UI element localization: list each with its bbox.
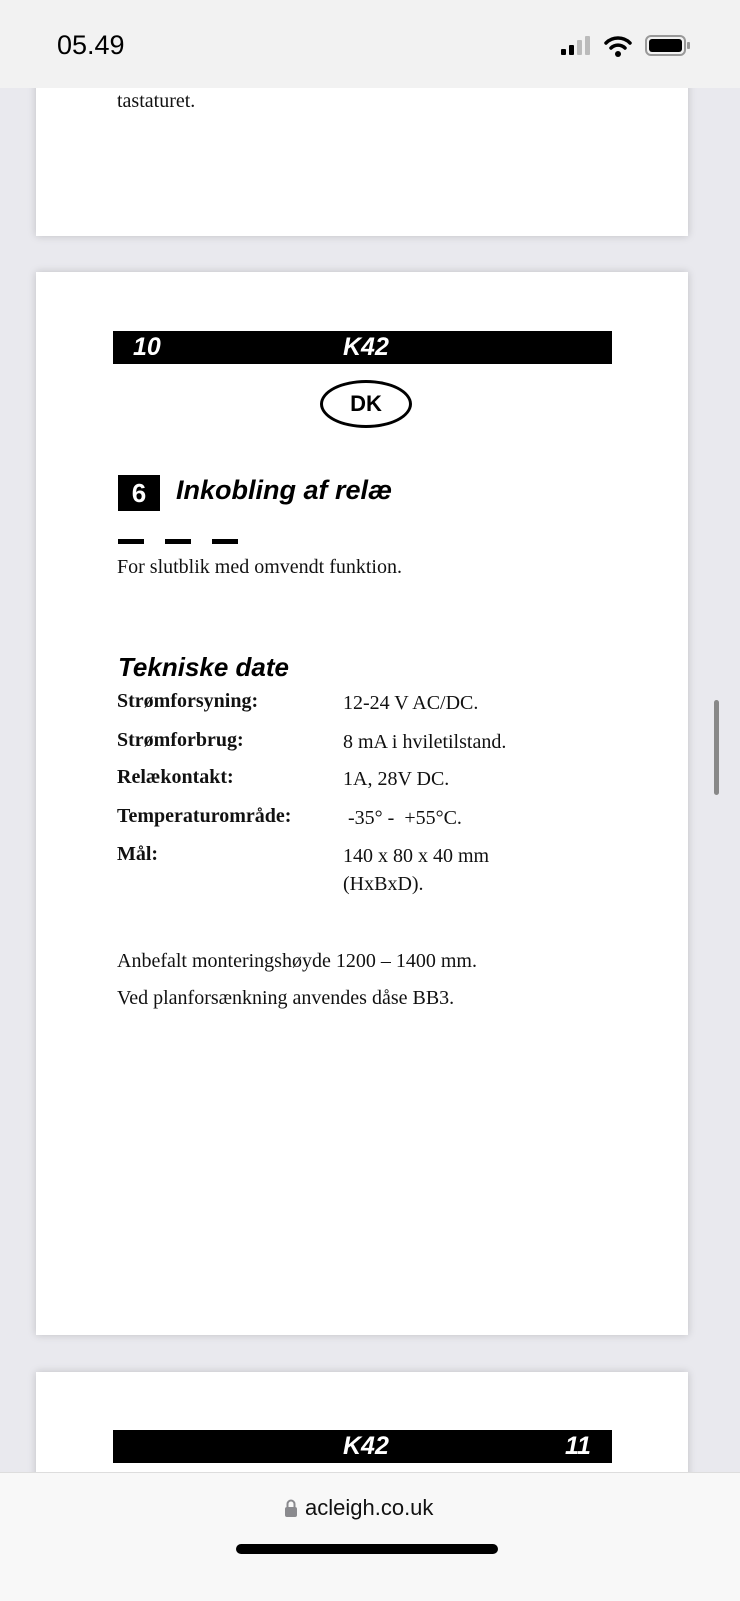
section-number: 6: [118, 475, 160, 511]
page-text: tastaturet.: [117, 90, 196, 112]
note: Anbefalt monteringshøyde 1200 – 1400 mm.: [117, 950, 477, 972]
spec-value: 8 mA i hviletilstand.: [343, 731, 507, 753]
page-header-bar: [113, 331, 612, 364]
note: Ved planforsænkning anvendes dåse BB3.: [117, 987, 455, 1009]
clock: 05.49: [57, 30, 125, 60]
spec-label: Temperaturområde:: [117, 805, 292, 827]
battery-icon: [645, 34, 691, 58]
spec-value: 1A, 28V DC.: [343, 768, 450, 790]
page-number: 11: [565, 1432, 591, 1460]
model-name: K42: [343, 333, 389, 361]
section-title: Inkobling af relæ: [176, 475, 393, 505]
url-text: acleigh.co.uk: [305, 1495, 434, 1520]
spec-label: Mål:: [117, 843, 159, 865]
lock-icon: [285, 1499, 297, 1517]
page-number: 10: [133, 333, 161, 361]
spec-value: -35° - +55°C.: [343, 807, 462, 829]
section-description: For slutblik med omvendt funktion.: [117, 556, 402, 578]
wifi-icon: [604, 35, 632, 57]
spec-label: Strømforbrug:: [117, 729, 244, 751]
spec-value-continued: (HxBxD).: [343, 873, 424, 895]
pdf-page-10: [36, 272, 688, 1335]
signal-icon: [561, 36, 593, 56]
specs-title: Tekniske date: [118, 652, 290, 682]
home-indicator[interactable]: [236, 1544, 498, 1554]
page-header-bar: [113, 1430, 612, 1463]
spec-label: Strømforsyning:: [117, 690, 259, 712]
spec-label: Relækontakt:: [117, 766, 234, 788]
url-bar[interactable]: [285, 1495, 433, 1521]
model-name: K42: [343, 1432, 389, 1460]
status-bar: [0, 0, 740, 88]
country-badge: DK: [320, 380, 412, 428]
browser-bottom-bar: [0, 1472, 740, 1601]
dashed-line-symbol: [118, 539, 238, 544]
scrollbar[interactable]: [714, 700, 719, 795]
spec-value: 12-24 V AC/DC.: [343, 692, 479, 714]
spec-value: 140 x 80 x 40 mm: [343, 845, 490, 867]
